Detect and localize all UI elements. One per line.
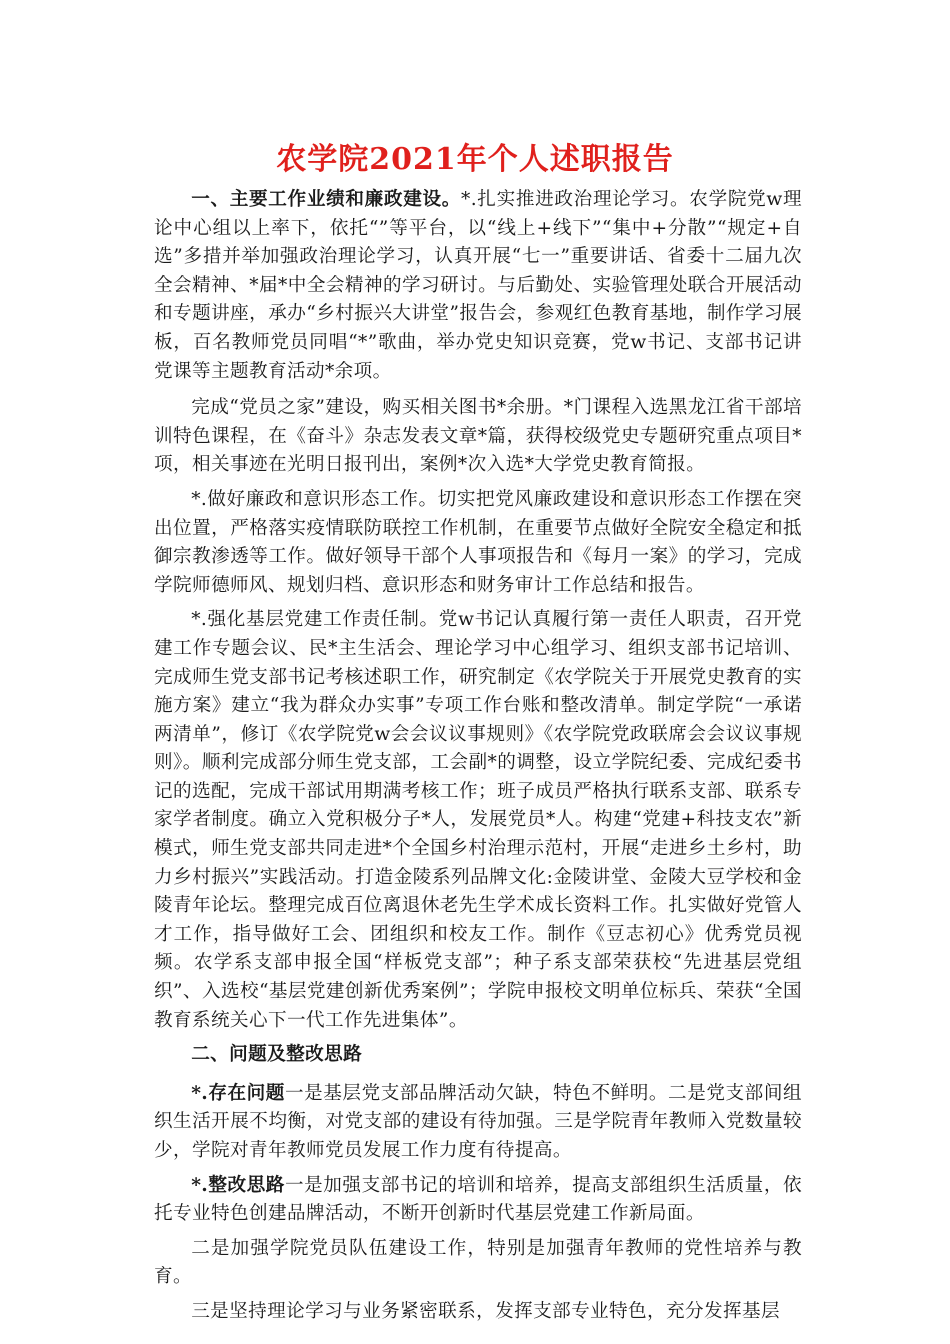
section-2-paragraph-2 — [154, 1172, 802, 1229]
section-2-paragraph-1 — [154, 1080, 802, 1166]
paragraph-text: 一是基层党支部品牌活动欠缺，特色不鲜明。二是党支部间组织生活开展不均衡，对党支部的建设有待加强。三是学院青年教师入党数量较少，学院对青年教师党员发展工作力度有待提高。 — [154, 1082, 802, 1161]
section-1-paragraph-4 — [154, 606, 802, 1035]
paragraph-text: 三是坚持理论学习与业务紧密联系，发挥支部专业特色，充分发挥基层 — [191, 1300, 780, 1322]
document-title: 农学院2021年个人述职报告 — [276, 142, 674, 177]
section-1-heading: 一、主要工作业绩和廉政建设。 — [191, 189, 462, 210]
paragraph-lead: *.存在问题 — [191, 1082, 285, 1104]
section-1-paragraph-2 — [154, 394, 802, 480]
section-1-paragraph-1 — [154, 186, 802, 386]
paragraph-text: *.做好廉政和意识形态工作。切实把党风廉政建设和意识形态工作摆在突出位置，严格落实疫情联防联控工作机制，在重要节点做好全院安全稳定和抵御宗教渗透等工作。做好领导干部个人事项报告和《每月一案》的学习，完成学院师德师风、规划归档、意识形态和财务审计工作总结和报告。 — [154, 488, 802, 596]
paragraph-text: 完成“党员之家”建设，购买相关图书*余册。*门课程入选黑龙江省干部培训特色课程，在《奋斗》杂志发表文章*篇，获得校级党史专题研究重点项目*项，相关事迹在光明日报刊出，案例*次入选*大学党史教育简报。 — [154, 397, 802, 476]
paragraph-text: 二是加强学院党员队伍建设工作，特别是加强青年教师的党性培养与教育。 — [154, 1237, 802, 1288]
paragraph-text: *.强化基层党建工作责任制。党w书记认真履行第一责任人职责，召开党建工作专题会议、民*主生活会、理论学习中心组学习、组织支部书记培训、完成师生党支部书记考核述职工作，研究制定《农学院关于开展党史教育的实施方案》建立“我为群众办实事”专项工作台账和整改清单。制定学院“一承诺两清单”，修订《农学院党w会会议议事规则》《农学院党政联席会会议议事规则》。顺利完成部分师生党支部，工会副*的调整，设立学院纪委、完成纪委书记的选配，完成干部试用期满考核工作；班子成员严格执行联系支部、联系专家学者制度。确立入党积极分子*人，发展党员*人。构建“党建+科技支农”新模式，师生党支部共同走进*个全国乡村治理示范村，开展“走进乡土乡村，助力乡村振兴”实践活动。打造金陵系列品牌文化:金陵讲堂、金陵大豆学校和金陵青年论坛。整理完成百位离退休老先生学术成长资料工作。扎实做好党管人才工作，指导做好工会、团组织和校友工作。制作《豆志初心》优秀党员视频。农学系支部申报全国“样板党支部”；种子系支部荣获校“先进基层党组织”、入选校“基层党建创新优秀案例”；学院申报校文明单位标兵、荣获“全国教育系统关心下一代工作先进集体”。 — [154, 609, 802, 1031]
paragraph-lead: *.整改思路 — [191, 1174, 285, 1196]
section-2-heading: 二、问题及整改思路 — [191, 1044, 363, 1066]
paragraph-text: 一是加强支部书记的培训和培养，提高支部组织生活质量，依托专业特色创建品牌活动，不断开创新时代基层党建工作新局面。 — [154, 1174, 802, 1225]
section-2-paragraph-4 — [154, 1298, 802, 1327]
paragraph-text: *.扎实推进政治理论学习。农学院党w理论中心组以上率下，依托“”等平台，以“线上+线下”“集中+分散”“规定+自选”多措并举加强政治理论学习，认真开展“七一”重要讲话、省委十二届九次全会精神、*届*中全会精神的学习研讨。与后勤处、实验管理处联合开展活动和专题讲座，承办“乡村振兴大讲堂”报告会，参观红色教育基地，制作学习展板，百名教师党员同唱“*”歌曲，举办党史知识竞赛，党w书记、支部书记讲党课等主题教育活动*余项。 — [154, 189, 802, 382]
document-body — [154, 186, 802, 1333]
section-2-paragraph-3 — [154, 1235, 802, 1292]
section-1-paragraph-3 — [154, 486, 802, 600]
